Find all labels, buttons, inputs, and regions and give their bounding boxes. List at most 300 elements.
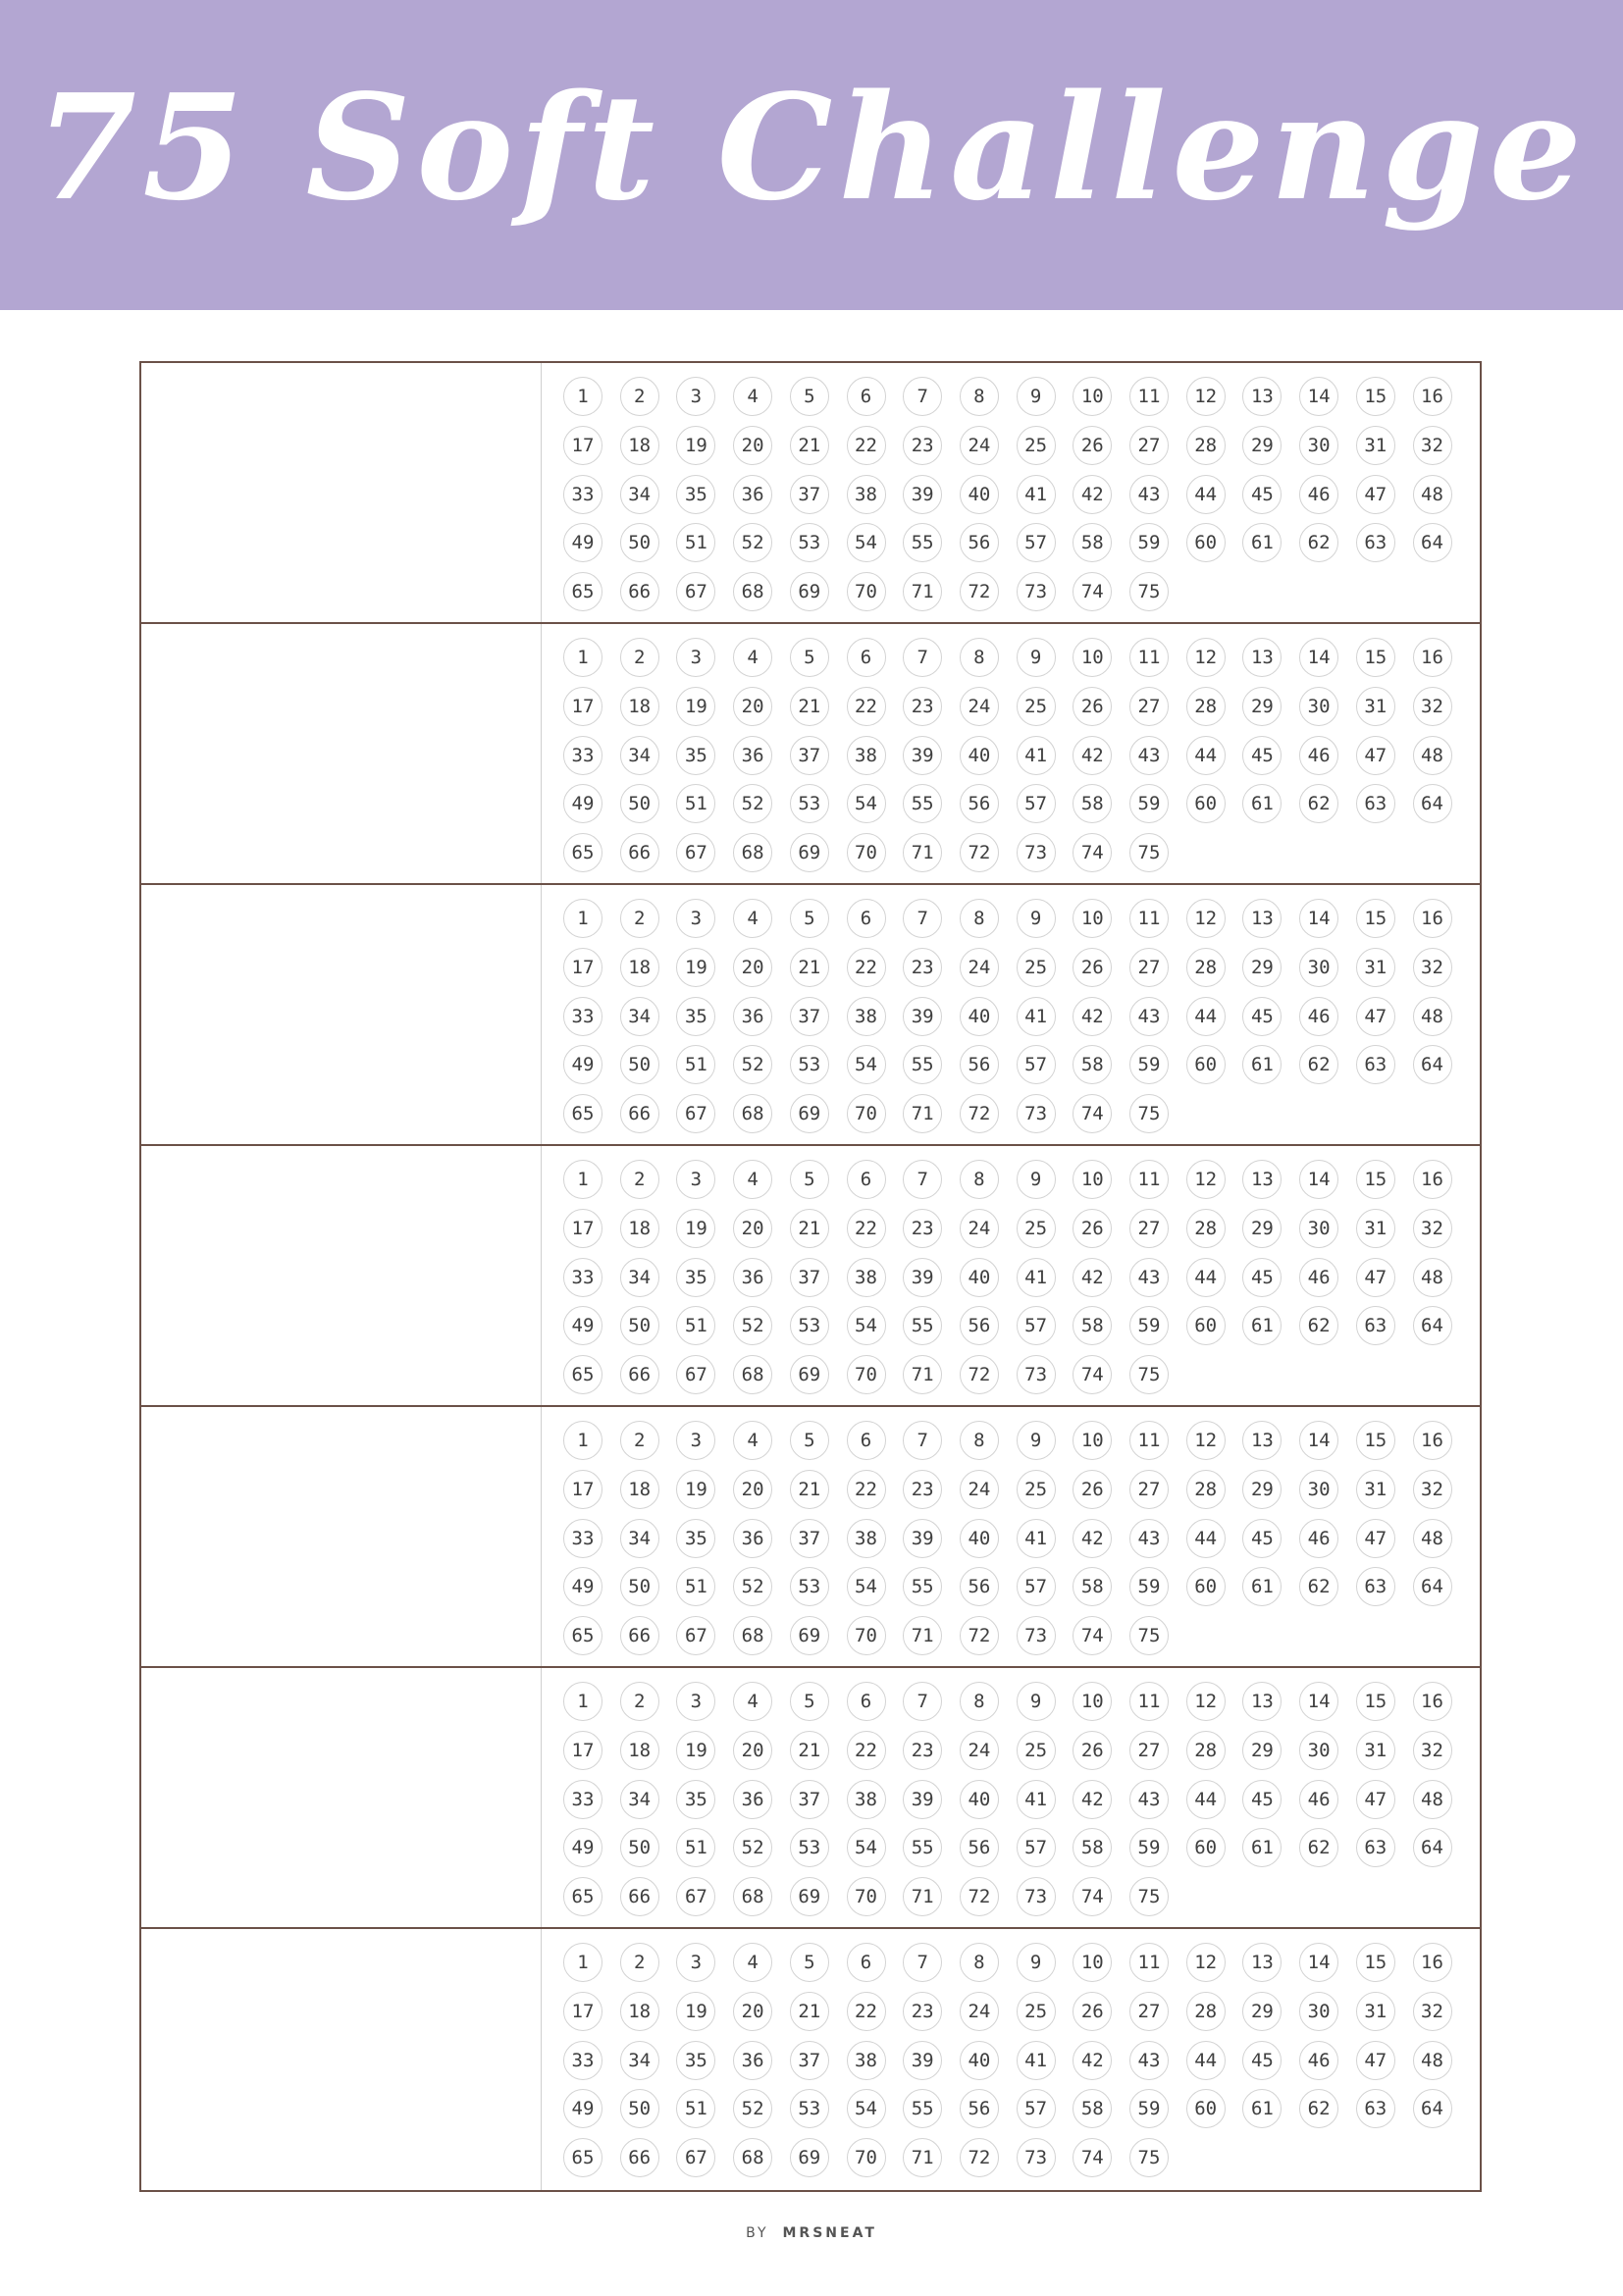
day-circle[interactable]: 67 bbox=[676, 833, 715, 872]
day-circle[interactable]: 52 bbox=[733, 1567, 772, 1606]
day-circle[interactable]: 29 bbox=[1242, 1992, 1282, 2031]
day-circle[interactable]: 3 bbox=[676, 1682, 715, 1721]
day-circle[interactable]: 2 bbox=[620, 1421, 659, 1460]
day-circle[interactable]: 37 bbox=[790, 1519, 829, 1558]
day-circle[interactable]: 12 bbox=[1186, 638, 1226, 677]
day-circle[interactable]: 10 bbox=[1073, 377, 1112, 416]
day-circle[interactable]: 15 bbox=[1356, 377, 1395, 416]
day-circle[interactable]: 11 bbox=[1129, 377, 1169, 416]
day-circle[interactable]: 55 bbox=[903, 1045, 942, 1084]
day-circle[interactable]: 61 bbox=[1242, 1306, 1282, 1345]
day-circle[interactable]: 24 bbox=[960, 426, 999, 465]
day-circle[interactable]: 60 bbox=[1186, 1567, 1226, 1606]
day-circle[interactable]: 57 bbox=[1017, 1828, 1056, 1867]
day-circle[interactable]: 41 bbox=[1017, 1258, 1056, 1297]
day-circle[interactable]: 67 bbox=[676, 1616, 715, 1655]
day-circle[interactable]: 10 bbox=[1073, 1943, 1112, 1982]
day-circle[interactable]: 52 bbox=[733, 523, 772, 562]
day-circle[interactable]: 10 bbox=[1073, 638, 1112, 677]
day-circle[interactable]: 14 bbox=[1299, 377, 1338, 416]
day-circle[interactable]: 72 bbox=[960, 1877, 999, 1916]
day-circle[interactable]: 7 bbox=[903, 1421, 942, 1460]
day-circle[interactable]: 40 bbox=[960, 1780, 999, 1819]
day-circle[interactable]: 45 bbox=[1242, 1519, 1282, 1558]
day-circle[interactable]: 5 bbox=[790, 1421, 829, 1460]
day-circle[interactable]: 6 bbox=[847, 1160, 886, 1199]
day-circle[interactable]: 46 bbox=[1299, 1780, 1338, 1819]
day-circle[interactable]: 58 bbox=[1073, 523, 1112, 562]
day-circle[interactable]: 16 bbox=[1413, 899, 1452, 938]
day-circle[interactable]: 1 bbox=[563, 899, 602, 938]
day-circle[interactable]: 13 bbox=[1242, 1160, 1282, 1199]
day-circle[interactable]: 15 bbox=[1356, 638, 1395, 677]
day-circle[interactable]: 74 bbox=[1073, 2138, 1112, 2177]
day-circle[interactable]: 50 bbox=[620, 1567, 659, 1606]
day-circle[interactable]: 21 bbox=[790, 1470, 829, 1509]
day-circle[interactable]: 65 bbox=[563, 833, 602, 872]
day-circle[interactable]: 39 bbox=[903, 736, 942, 775]
day-circle[interactable]: 71 bbox=[903, 2138, 942, 2177]
day-circle[interactable]: 2 bbox=[620, 1943, 659, 1982]
day-circle[interactable]: 45 bbox=[1242, 475, 1282, 514]
day-circle[interactable]: 48 bbox=[1413, 1519, 1452, 1558]
day-circle[interactable]: 2 bbox=[620, 377, 659, 416]
day-circle[interactable]: 12 bbox=[1186, 1421, 1226, 1460]
day-circle[interactable]: 33 bbox=[563, 736, 602, 775]
day-circle[interactable]: 28 bbox=[1186, 687, 1226, 726]
day-circle[interactable]: 21 bbox=[790, 1209, 829, 1248]
day-circle[interactable]: 74 bbox=[1073, 1616, 1112, 1655]
day-circle[interactable]: 11 bbox=[1129, 1943, 1169, 1982]
day-circle[interactable]: 54 bbox=[847, 2089, 886, 2128]
day-circle[interactable]: 38 bbox=[847, 1780, 886, 1819]
day-circle[interactable]: 15 bbox=[1356, 1943, 1395, 1982]
day-circle[interactable]: 3 bbox=[676, 1943, 715, 1982]
day-circle[interactable]: 10 bbox=[1073, 1421, 1112, 1460]
day-circle[interactable]: 10 bbox=[1073, 1160, 1112, 1199]
day-circle[interactable]: 20 bbox=[733, 948, 772, 987]
day-circle[interactable]: 44 bbox=[1186, 1780, 1226, 1819]
day-circle[interactable]: 54 bbox=[847, 1567, 886, 1606]
day-circle[interactable]: 41 bbox=[1017, 1519, 1056, 1558]
day-circle[interactable]: 59 bbox=[1129, 784, 1169, 823]
day-circle[interactable]: 24 bbox=[960, 1731, 999, 1770]
day-circle[interactable]: 1 bbox=[563, 1160, 602, 1199]
day-circle[interactable]: 43 bbox=[1129, 475, 1169, 514]
day-circle[interactable]: 45 bbox=[1242, 2041, 1282, 2080]
day-circle[interactable]: 21 bbox=[790, 1992, 829, 2031]
day-circle[interactable]: 58 bbox=[1073, 1045, 1112, 1084]
day-circle[interactable]: 33 bbox=[563, 1780, 602, 1819]
day-circle[interactable]: 18 bbox=[620, 948, 659, 987]
day-circle[interactable]: 61 bbox=[1242, 523, 1282, 562]
day-circle[interactable]: 18 bbox=[620, 426, 659, 465]
day-circle[interactable]: 11 bbox=[1129, 638, 1169, 677]
day-circle[interactable]: 29 bbox=[1242, 948, 1282, 987]
day-circle[interactable]: 48 bbox=[1413, 1258, 1452, 1297]
day-circle[interactable]: 45 bbox=[1242, 1258, 1282, 1297]
habit-label-field[interactable] bbox=[141, 1407, 542, 1666]
habit-label-field[interactable] bbox=[141, 1146, 542, 1405]
day-circle[interactable]: 32 bbox=[1413, 1470, 1452, 1509]
day-circle[interactable]: 28 bbox=[1186, 1209, 1226, 1248]
day-circle[interactable]: 62 bbox=[1299, 2089, 1338, 2128]
day-circle[interactable]: 17 bbox=[563, 1731, 602, 1770]
day-circle[interactable]: 74 bbox=[1073, 1355, 1112, 1394]
day-circle[interactable]: 41 bbox=[1017, 736, 1056, 775]
day-circle[interactable]: 6 bbox=[847, 377, 886, 416]
day-circle[interactable]: 31 bbox=[1356, 687, 1395, 726]
day-circle[interactable]: 50 bbox=[620, 784, 659, 823]
day-circle[interactable]: 13 bbox=[1242, 638, 1282, 677]
day-circle[interactable]: 53 bbox=[790, 1567, 829, 1606]
day-circle[interactable]: 62 bbox=[1299, 1045, 1338, 1084]
day-circle[interactable]: 63 bbox=[1356, 2089, 1395, 2128]
day-circle[interactable]: 55 bbox=[903, 1828, 942, 1867]
day-circle[interactable]: 65 bbox=[563, 1616, 602, 1655]
day-circle[interactable]: 56 bbox=[960, 1306, 999, 1345]
day-circle[interactable]: 49 bbox=[563, 784, 602, 823]
day-circle[interactable]: 19 bbox=[676, 1731, 715, 1770]
day-circle[interactable]: 23 bbox=[903, 948, 942, 987]
day-circle[interactable]: 72 bbox=[960, 1355, 999, 1394]
day-circle[interactable]: 5 bbox=[790, 1160, 829, 1199]
day-circle[interactable]: 56 bbox=[960, 523, 999, 562]
day-circle[interactable]: 66 bbox=[620, 833, 659, 872]
day-circle[interactable]: 7 bbox=[903, 1943, 942, 1982]
day-circle[interactable]: 66 bbox=[620, 572, 659, 611]
day-circle[interactable]: 66 bbox=[620, 1094, 659, 1133]
day-circle[interactable]: 1 bbox=[563, 1943, 602, 1982]
day-circle[interactable]: 12 bbox=[1186, 377, 1226, 416]
day-circle[interactable]: 45 bbox=[1242, 1780, 1282, 1819]
day-circle[interactable]: 40 bbox=[960, 2041, 999, 2080]
day-circle[interactable]: 38 bbox=[847, 1519, 886, 1558]
day-circle[interactable]: 19 bbox=[676, 1992, 715, 2031]
day-circle[interactable]: 4 bbox=[733, 1682, 772, 1721]
day-circle[interactable]: 13 bbox=[1242, 1682, 1282, 1721]
day-circle[interactable]: 17 bbox=[563, 948, 602, 987]
day-circle[interactable]: 56 bbox=[960, 2089, 999, 2128]
day-circle[interactable]: 56 bbox=[960, 1567, 999, 1606]
day-circle[interactable]: 19 bbox=[676, 687, 715, 726]
day-circle[interactable]: 5 bbox=[790, 899, 829, 938]
day-circle[interactable]: 71 bbox=[903, 1616, 942, 1655]
day-circle[interactable]: 14 bbox=[1299, 899, 1338, 938]
day-circle[interactable]: 9 bbox=[1017, 899, 1056, 938]
day-circle[interactable]: 61 bbox=[1242, 1567, 1282, 1606]
day-circle[interactable]: 28 bbox=[1186, 948, 1226, 987]
day-circle[interactable]: 75 bbox=[1129, 1877, 1169, 1916]
day-circle[interactable]: 13 bbox=[1242, 899, 1282, 938]
day-circle[interactable]: 35 bbox=[676, 1780, 715, 1819]
day-circle[interactable]: 61 bbox=[1242, 784, 1282, 823]
day-circle[interactable]: 17 bbox=[563, 1992, 602, 2031]
day-circle[interactable]: 57 bbox=[1017, 2089, 1056, 2128]
day-circle[interactable]: 39 bbox=[903, 997, 942, 1036]
day-circle[interactable]: 35 bbox=[676, 475, 715, 514]
day-circle[interactable]: 16 bbox=[1413, 377, 1452, 416]
day-circle[interactable]: 3 bbox=[676, 899, 715, 938]
day-circle[interactable]: 9 bbox=[1017, 377, 1056, 416]
day-circle[interactable]: 68 bbox=[733, 1877, 772, 1916]
day-circle[interactable]: 70 bbox=[847, 1616, 886, 1655]
day-circle[interactable]: 68 bbox=[733, 1616, 772, 1655]
day-circle[interactable]: 49 bbox=[563, 1567, 602, 1606]
day-circle[interactable]: 74 bbox=[1073, 1877, 1112, 1916]
day-circle[interactable]: 44 bbox=[1186, 1519, 1226, 1558]
day-circle[interactable]: 51 bbox=[676, 784, 715, 823]
day-circle[interactable]: 43 bbox=[1129, 1519, 1169, 1558]
day-circle[interactable]: 13 bbox=[1242, 1421, 1282, 1460]
day-circle[interactable]: 56 bbox=[960, 1045, 999, 1084]
day-circle[interactable]: 33 bbox=[563, 997, 602, 1036]
day-circle[interactable]: 8 bbox=[960, 1421, 999, 1460]
day-circle[interactable]: 74 bbox=[1073, 572, 1112, 611]
day-circle[interactable]: 34 bbox=[620, 1258, 659, 1297]
day-circle[interactable]: 65 bbox=[563, 1877, 602, 1916]
day-circle[interactable]: 39 bbox=[903, 2041, 942, 2080]
day-circle[interactable]: 8 bbox=[960, 377, 999, 416]
day-circle[interactable]: 64 bbox=[1413, 1045, 1452, 1084]
day-circle[interactable]: 37 bbox=[790, 2041, 829, 2080]
day-circle[interactable]: 52 bbox=[733, 784, 772, 823]
day-circle[interactable]: 60 bbox=[1186, 1306, 1226, 1345]
day-circle[interactable]: 42 bbox=[1073, 1258, 1112, 1297]
day-circle[interactable]: 18 bbox=[620, 1992, 659, 2031]
day-circle[interactable]: 18 bbox=[620, 1209, 659, 1248]
day-circle[interactable]: 23 bbox=[903, 1992, 942, 2031]
day-circle[interactable]: 35 bbox=[676, 736, 715, 775]
day-circle[interactable]: 48 bbox=[1413, 736, 1452, 775]
day-circle[interactable]: 42 bbox=[1073, 997, 1112, 1036]
day-circle[interactable]: 69 bbox=[790, 1877, 829, 1916]
day-circle[interactable]: 53 bbox=[790, 1045, 829, 1084]
day-circle[interactable]: 48 bbox=[1413, 1780, 1452, 1819]
day-circle[interactable]: 9 bbox=[1017, 1682, 1056, 1721]
day-circle[interactable]: 42 bbox=[1073, 1519, 1112, 1558]
day-circle[interactable]: 23 bbox=[903, 1209, 942, 1248]
day-circle[interactable]: 51 bbox=[676, 1567, 715, 1606]
day-circle[interactable]: 75 bbox=[1129, 1616, 1169, 1655]
day-circle[interactable]: 58 bbox=[1073, 784, 1112, 823]
day-circle[interactable]: 45 bbox=[1242, 997, 1282, 1036]
day-circle[interactable]: 68 bbox=[733, 833, 772, 872]
day-circle[interactable]: 1 bbox=[563, 1421, 602, 1460]
day-circle[interactable]: 29 bbox=[1242, 687, 1282, 726]
day-circle[interactable]: 4 bbox=[733, 899, 772, 938]
day-circle[interactable]: 30 bbox=[1299, 948, 1338, 987]
day-circle[interactable]: 26 bbox=[1073, 1731, 1112, 1770]
day-circle[interactable]: 68 bbox=[733, 1094, 772, 1133]
day-circle[interactable]: 27 bbox=[1129, 687, 1169, 726]
day-circle[interactable]: 30 bbox=[1299, 687, 1338, 726]
day-circle[interactable]: 45 bbox=[1242, 736, 1282, 775]
day-circle[interactable]: 20 bbox=[733, 1992, 772, 2031]
day-circle[interactable]: 41 bbox=[1017, 1780, 1056, 1819]
day-circle[interactable]: 54 bbox=[847, 1306, 886, 1345]
day-circle[interactable]: 17 bbox=[563, 1470, 602, 1509]
day-circle[interactable]: 40 bbox=[960, 475, 999, 514]
day-circle[interactable]: 8 bbox=[960, 638, 999, 677]
day-circle[interactable]: 50 bbox=[620, 1045, 659, 1084]
day-circle[interactable]: 57 bbox=[1017, 1567, 1056, 1606]
day-circle[interactable]: 5 bbox=[790, 1682, 829, 1721]
day-circle[interactable]: 54 bbox=[847, 784, 886, 823]
day-circle[interactable]: 58 bbox=[1073, 2089, 1112, 2128]
day-circle[interactable]: 20 bbox=[733, 426, 772, 465]
day-circle[interactable]: 8 bbox=[960, 1943, 999, 1982]
day-circle[interactable]: 59 bbox=[1129, 1045, 1169, 1084]
day-circle[interactable]: 25 bbox=[1017, 948, 1056, 987]
day-circle[interactable]: 46 bbox=[1299, 1519, 1338, 1558]
day-circle[interactable]: 29 bbox=[1242, 1731, 1282, 1770]
day-circle[interactable]: 20 bbox=[733, 687, 772, 726]
day-circle[interactable]: 19 bbox=[676, 1209, 715, 1248]
day-circle[interactable]: 34 bbox=[620, 1780, 659, 1819]
day-circle[interactable]: 64 bbox=[1413, 1828, 1452, 1867]
day-circle[interactable]: 62 bbox=[1299, 1306, 1338, 1345]
day-circle[interactable]: 24 bbox=[960, 1209, 999, 1248]
day-circle[interactable]: 24 bbox=[960, 1992, 999, 2031]
day-circle[interactable]: 64 bbox=[1413, 523, 1452, 562]
day-circle[interactable]: 41 bbox=[1017, 475, 1056, 514]
day-circle[interactable]: 52 bbox=[733, 1306, 772, 1345]
day-circle[interactable]: 40 bbox=[960, 1258, 999, 1297]
day-circle[interactable]: 19 bbox=[676, 426, 715, 465]
day-circle[interactable]: 30 bbox=[1299, 426, 1338, 465]
day-circle[interactable]: 38 bbox=[847, 2041, 886, 2080]
day-circle[interactable]: 28 bbox=[1186, 1731, 1226, 1770]
habit-label-field[interactable] bbox=[141, 1929, 542, 2190]
day-circle[interactable]: 36 bbox=[733, 475, 772, 514]
day-circle[interactable]: 63 bbox=[1356, 1045, 1395, 1084]
day-circle[interactable]: 43 bbox=[1129, 1258, 1169, 1297]
day-circle[interactable]: 61 bbox=[1242, 1828, 1282, 1867]
day-circle[interactable]: 62 bbox=[1299, 1828, 1338, 1867]
day-circle[interactable]: 59 bbox=[1129, 1306, 1169, 1345]
day-circle[interactable]: 58 bbox=[1073, 1306, 1112, 1345]
day-circle[interactable]: 9 bbox=[1017, 1421, 1056, 1460]
day-circle[interactable]: 42 bbox=[1073, 736, 1112, 775]
day-circle[interactable]: 42 bbox=[1073, 475, 1112, 514]
day-circle[interactable]: 33 bbox=[563, 1519, 602, 1558]
day-circle[interactable]: 13 bbox=[1242, 1943, 1282, 1982]
day-circle[interactable]: 33 bbox=[563, 2041, 602, 2080]
day-circle[interactable]: 56 bbox=[960, 1828, 999, 1867]
day-circle[interactable]: 9 bbox=[1017, 1943, 1056, 1982]
day-circle[interactable]: 44 bbox=[1186, 475, 1226, 514]
day-circle[interactable]: 44 bbox=[1186, 1258, 1226, 1297]
day-circle[interactable]: 28 bbox=[1186, 1992, 1226, 2031]
day-circle[interactable]: 26 bbox=[1073, 948, 1112, 987]
day-circle[interactable]: 21 bbox=[790, 1731, 829, 1770]
day-circle[interactable]: 16 bbox=[1413, 1421, 1452, 1460]
day-circle[interactable]: 40 bbox=[960, 997, 999, 1036]
day-circle[interactable]: 49 bbox=[563, 1045, 602, 1084]
day-circle[interactable]: 3 bbox=[676, 1421, 715, 1460]
day-circle[interactable]: 69 bbox=[790, 1355, 829, 1394]
day-circle[interactable]: 23 bbox=[903, 1731, 942, 1770]
day-circle[interactable]: 4 bbox=[733, 1421, 772, 1460]
day-circle[interactable]: 6 bbox=[847, 1943, 886, 1982]
day-circle[interactable]: 34 bbox=[620, 997, 659, 1036]
day-circle[interactable]: 66 bbox=[620, 1877, 659, 1916]
day-circle[interactable]: 48 bbox=[1413, 2041, 1452, 2080]
day-circle[interactable]: 31 bbox=[1356, 1992, 1395, 2031]
day-circle[interactable]: 6 bbox=[847, 1682, 886, 1721]
day-circle[interactable]: 47 bbox=[1356, 1258, 1395, 1297]
day-circle[interactable]: 37 bbox=[790, 736, 829, 775]
day-circle[interactable]: 6 bbox=[847, 1421, 886, 1460]
day-circle[interactable]: 63 bbox=[1356, 784, 1395, 823]
day-circle[interactable]: 50 bbox=[620, 1306, 659, 1345]
day-circle[interactable]: 72 bbox=[960, 2138, 999, 2177]
day-circle[interactable]: 42 bbox=[1073, 1780, 1112, 1819]
day-circle[interactable]: 51 bbox=[676, 1306, 715, 1345]
day-circle[interactable]: 70 bbox=[847, 1094, 886, 1133]
day-circle[interactable]: 49 bbox=[563, 1306, 602, 1345]
day-circle[interactable]: 55 bbox=[903, 1567, 942, 1606]
day-circle[interactable]: 18 bbox=[620, 687, 659, 726]
day-circle[interactable]: 2 bbox=[620, 899, 659, 938]
day-circle[interactable]: 57 bbox=[1017, 523, 1056, 562]
day-circle[interactable]: 70 bbox=[847, 833, 886, 872]
day-circle[interactable]: 43 bbox=[1129, 736, 1169, 775]
day-circle[interactable]: 28 bbox=[1186, 426, 1226, 465]
day-circle[interactable]: 30 bbox=[1299, 1731, 1338, 1770]
day-circle[interactable]: 53 bbox=[790, 1828, 829, 1867]
day-circle[interactable]: 20 bbox=[733, 1470, 772, 1509]
day-circle[interactable]: 20 bbox=[733, 1731, 772, 1770]
habit-label-field[interactable] bbox=[141, 624, 542, 883]
day-circle[interactable]: 11 bbox=[1129, 1421, 1169, 1460]
day-circle[interactable]: 73 bbox=[1017, 1877, 1056, 1916]
habit-label-field[interactable] bbox=[141, 885, 542, 1144]
day-circle[interactable]: 48 bbox=[1413, 997, 1452, 1036]
day-circle[interactable]: 36 bbox=[733, 1519, 772, 1558]
day-circle[interactable]: 53 bbox=[790, 523, 829, 562]
day-circle[interactable]: 47 bbox=[1356, 1519, 1395, 1558]
day-circle[interactable]: 64 bbox=[1413, 2089, 1452, 2128]
day-circle[interactable]: 24 bbox=[960, 1470, 999, 1509]
day-circle[interactable]: 27 bbox=[1129, 948, 1169, 987]
day-circle[interactable]: 25 bbox=[1017, 1992, 1056, 2031]
day-circle[interactable]: 41 bbox=[1017, 2041, 1056, 2080]
day-circle[interactable]: 52 bbox=[733, 1045, 772, 1084]
day-circle[interactable]: 26 bbox=[1073, 1992, 1112, 2031]
day-circle[interactable]: 22 bbox=[847, 426, 886, 465]
day-circle[interactable]: 40 bbox=[960, 736, 999, 775]
day-circle[interactable]: 16 bbox=[1413, 1943, 1452, 1982]
day-circle[interactable]: 55 bbox=[903, 2089, 942, 2128]
day-circle[interactable]: 51 bbox=[676, 523, 715, 562]
day-circle[interactable]: 33 bbox=[563, 1258, 602, 1297]
day-circle[interactable]: 46 bbox=[1299, 736, 1338, 775]
day-circle[interactable]: 2 bbox=[620, 638, 659, 677]
day-circle[interactable]: 51 bbox=[676, 2089, 715, 2128]
day-circle[interactable]: 43 bbox=[1129, 1780, 1169, 1819]
day-circle[interactable]: 30 bbox=[1299, 1470, 1338, 1509]
day-circle[interactable]: 57 bbox=[1017, 784, 1056, 823]
day-circle[interactable]: 49 bbox=[563, 523, 602, 562]
day-circle[interactable]: 43 bbox=[1129, 997, 1169, 1036]
day-circle[interactable]: 65 bbox=[563, 1355, 602, 1394]
day-circle[interactable]: 70 bbox=[847, 1877, 886, 1916]
day-circle[interactable]: 47 bbox=[1356, 475, 1395, 514]
day-circle[interactable]: 71 bbox=[903, 833, 942, 872]
day-circle[interactable]: 11 bbox=[1129, 1682, 1169, 1721]
